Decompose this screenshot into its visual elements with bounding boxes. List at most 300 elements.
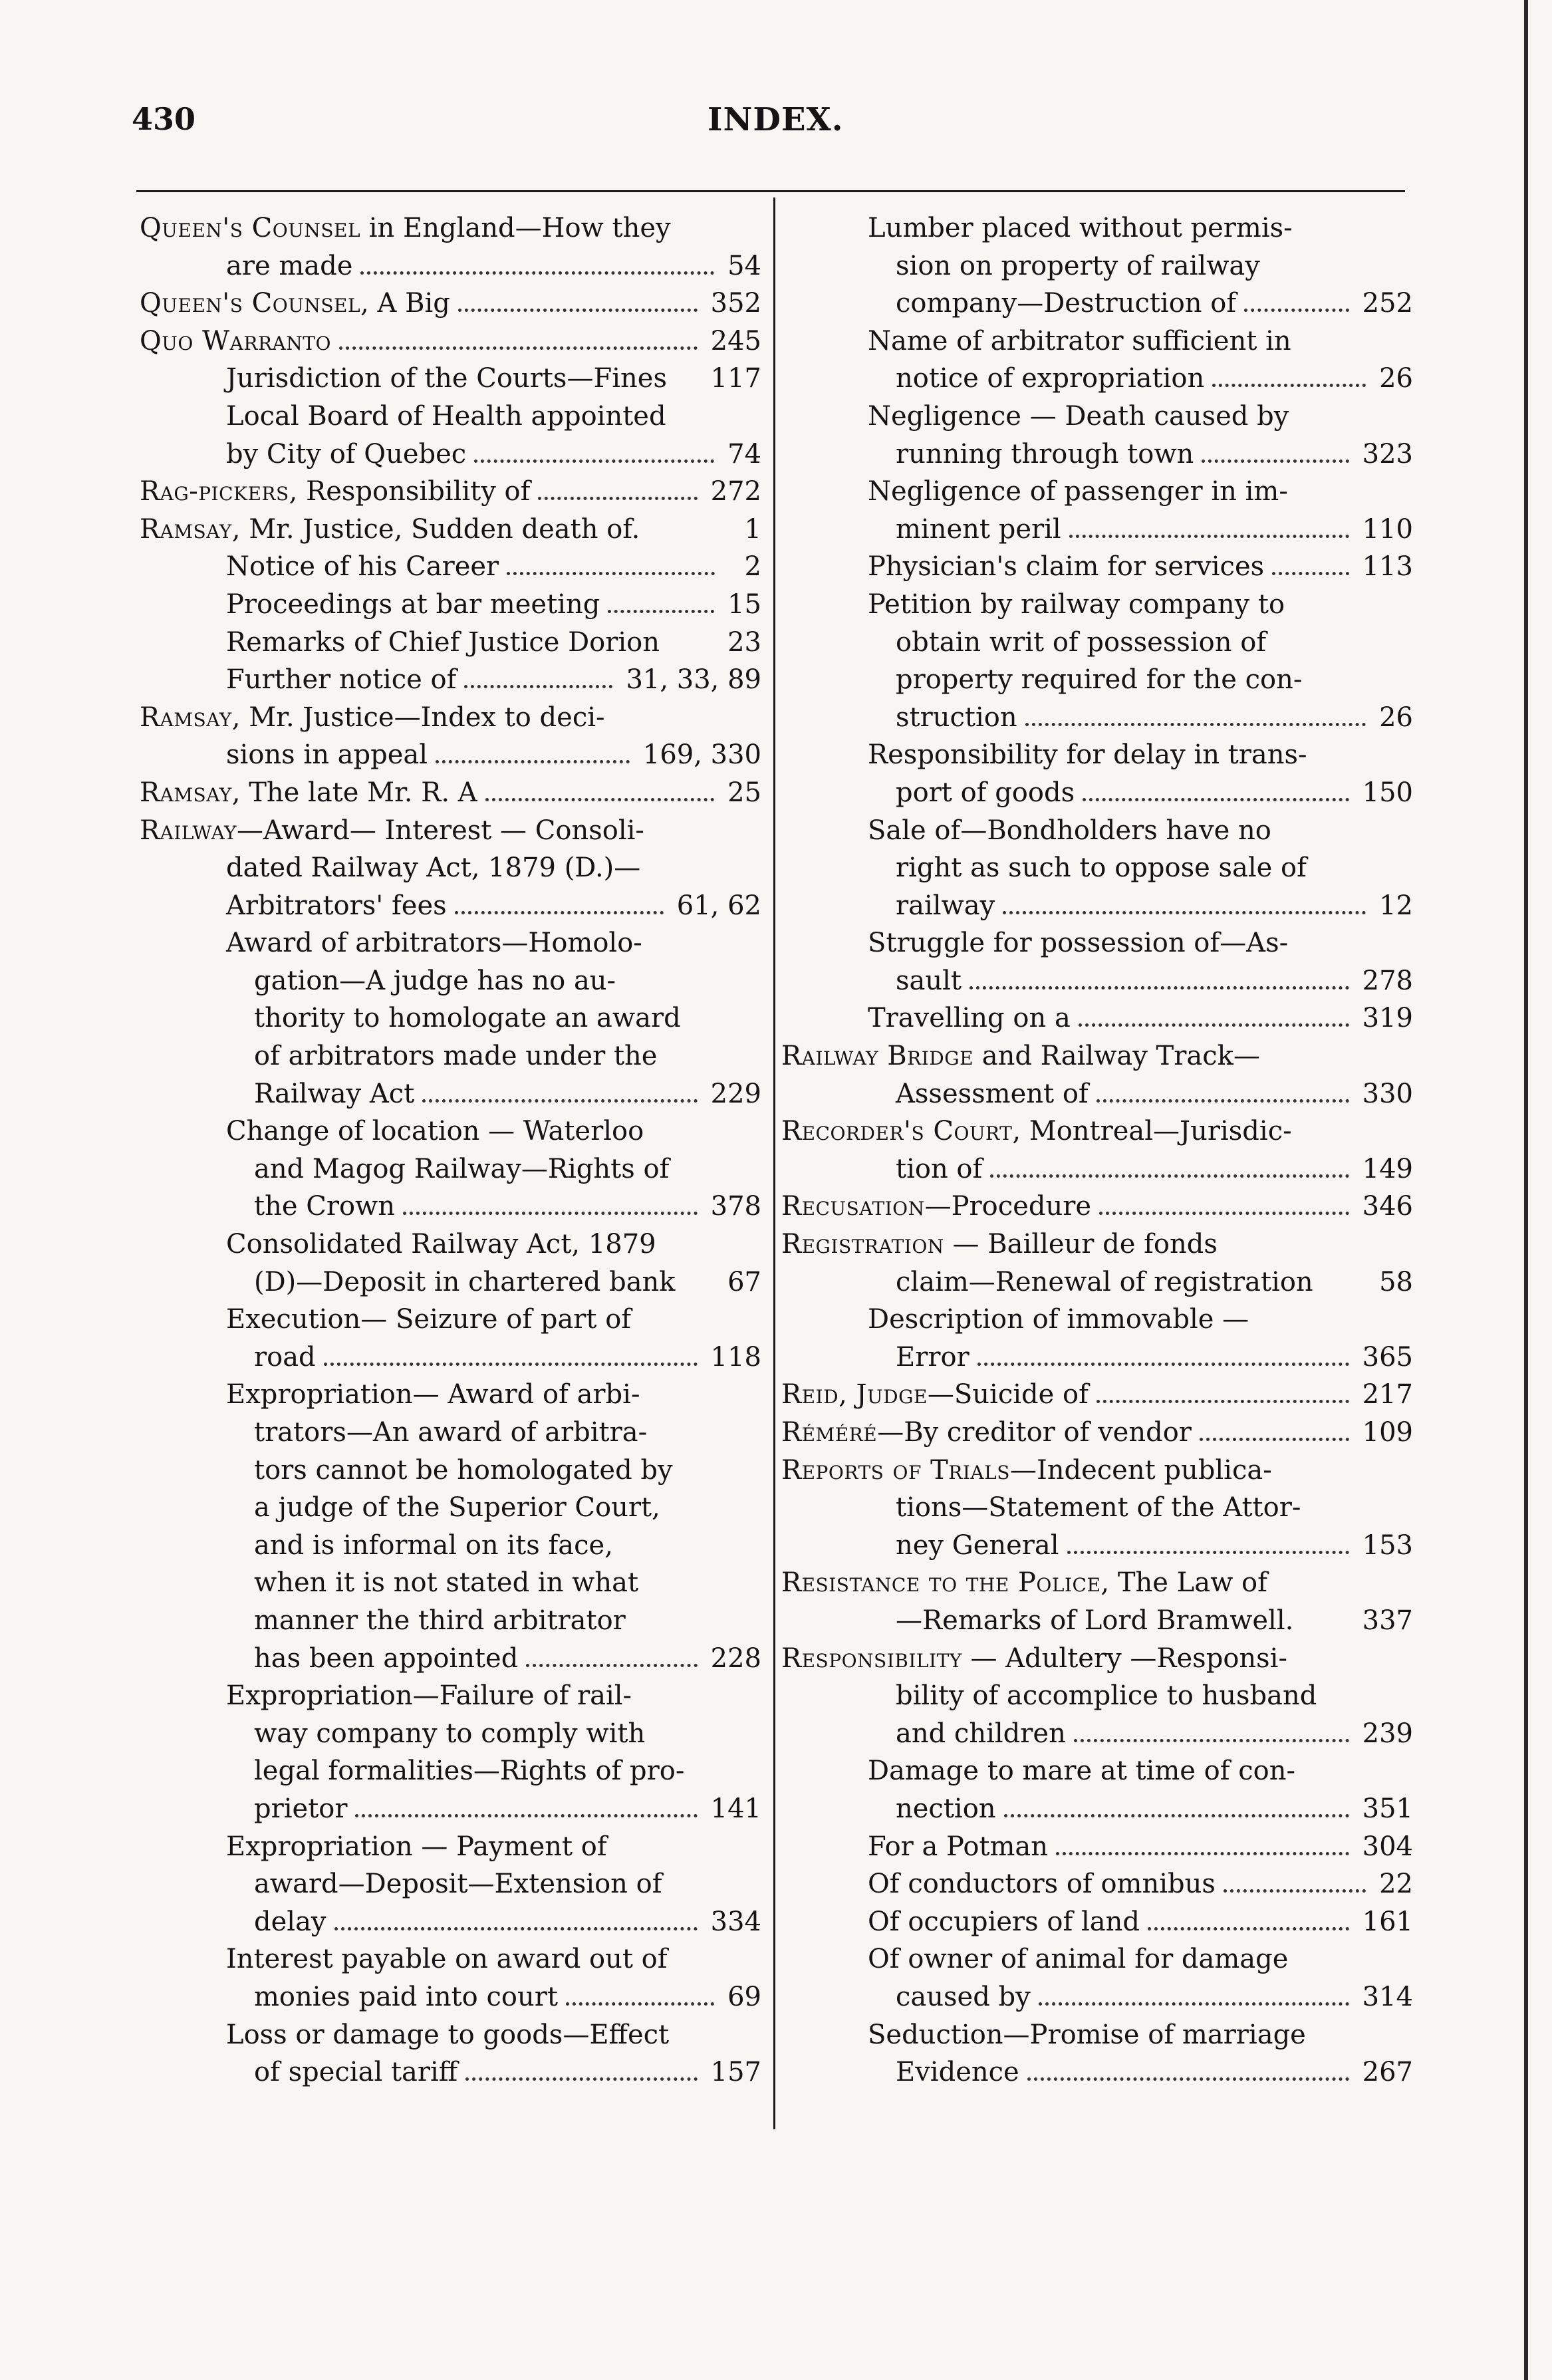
entry-heading: Reid, Judge <box>781 1379 928 1410</box>
page-reference: 334 <box>710 1906 761 1937</box>
entry-text: thority to homologate an award <box>254 1003 681 1034</box>
entry-text: , Mr. Justice, Sudden death of. <box>231 513 640 545</box>
entry-text: Jurisdiction of the Courts—Fines <box>226 363 667 394</box>
entry-text: — Adultery —Responsi- <box>962 1643 1287 1674</box>
dot-leader <box>1069 534 1349 538</box>
index-entry <box>140 1944 761 1982</box>
page-reference: 346 <box>1362 1191 1413 1222</box>
header-rule <box>136 190 1405 192</box>
page-reference: 113 <box>1362 551 1413 583</box>
dot-leader <box>1004 1813 1349 1817</box>
entry-text: tion of <box>896 1153 983 1184</box>
entry-text: bility of accomplice to husband <box>896 1680 1317 1712</box>
index-entry <box>140 853 761 890</box>
index-entry <box>781 627 1413 665</box>
index-entry <box>781 1041 1413 1079</box>
index-column-left <box>140 213 761 2095</box>
entry-text: prietor <box>254 1793 348 1824</box>
entry-text: by City of Quebec <box>226 438 467 469</box>
index-entry <box>781 551 1413 589</box>
page-reference: 153 <box>1362 1529 1413 1561</box>
index-entry <box>140 1643 761 1681</box>
page-reference: 61, 62 <box>676 890 761 921</box>
dot-leader <box>1272 571 1349 575</box>
index-entry <box>140 1492 761 1530</box>
page-reference: 337 <box>1362 1605 1413 1636</box>
entry-text: —Indecent publica- <box>1009 1454 1272 1486</box>
dot-leader <box>1074 1738 1349 1742</box>
entry-text: Negligence — Death caused by <box>868 400 1289 432</box>
page-reference: 26 <box>1379 702 1413 733</box>
entry-text: company—Destruction of <box>896 288 1237 319</box>
entry-text: Expropriation — Payment of <box>226 1831 607 1862</box>
entry-text: , Responsibility of <box>289 476 531 507</box>
page-reference: 15 <box>727 589 761 620</box>
dot-leader <box>608 609 714 613</box>
entry-text: , The Law of <box>1100 1567 1267 1599</box>
page-reference: 267 <box>1362 2057 1413 2088</box>
dot-leader <box>507 571 715 575</box>
entry-text: Of occupiers of land <box>868 1906 1140 1937</box>
dot-leader <box>324 1362 698 1366</box>
dot-leader <box>464 684 612 688</box>
entry-heading: Railway <box>140 815 237 846</box>
entry-text: trators—An award of arbitra- <box>254 1417 648 1448</box>
index-entry <box>781 213 1413 251</box>
entry-text: tions—Statement of the Attor- <box>896 1492 1301 1523</box>
index-entry <box>781 1831 1413 1869</box>
page-reference: 149 <box>1362 1153 1413 1184</box>
index-entry <box>140 1907 761 1944</box>
index-entry <box>781 2057 1413 2095</box>
entry-text: Damage to mare at time of con- <box>868 1756 1296 1787</box>
page-reference: 150 <box>1362 777 1413 808</box>
page-reference: 323 <box>1362 438 1413 469</box>
index-entry <box>140 890 761 928</box>
entry-text: gation—A judge has no au- <box>254 965 616 996</box>
index-entry <box>140 815 761 853</box>
dot-leader <box>334 1926 698 1930</box>
entry-text: Assessment of <box>896 1078 1089 1109</box>
dot-leader <box>1083 797 1349 801</box>
entry-text: — Bailleur de fonds <box>944 1229 1218 1260</box>
entry-heading: Quo Warranto <box>140 325 331 356</box>
index-entry <box>781 1567 1413 1605</box>
page-reference: 239 <box>1362 1718 1413 1749</box>
index-entry <box>140 514 761 552</box>
entry-text: Seduction—Promise of marriage <box>868 2019 1306 2050</box>
index-entry <box>781 1680 1413 1718</box>
entry-text: manner the third arbitrator <box>254 1605 626 1636</box>
entry-text: Remarks of Chief Justice Dorion <box>226 626 660 658</box>
column-divider <box>773 198 775 2129</box>
entry-text: Notice of his Career <box>226 551 499 583</box>
page-reference: 25 <box>727 777 761 808</box>
index-entry <box>781 928 1413 966</box>
page-reference: 245 <box>710 325 761 356</box>
entry-heading: Queen's Counsel <box>140 288 361 319</box>
dot-leader <box>1224 1889 1366 1893</box>
index-entry <box>781 514 1413 552</box>
index-entry <box>140 1982 761 2020</box>
index-entry <box>781 401 1413 439</box>
page-reference: 304 <box>1362 1831 1413 1862</box>
index-entry <box>140 1379 761 1417</box>
dot-leader <box>1067 1550 1349 1554</box>
dot-leader <box>455 910 664 914</box>
dot-leader <box>360 271 714 275</box>
dot-leader <box>990 1174 1349 1178</box>
dot-leader <box>436 759 630 763</box>
entry-text: are made <box>226 250 353 281</box>
page-reference: 314 <box>1362 1981 1413 2012</box>
entry-text: right as such to oppose sale of <box>896 853 1307 884</box>
entry-text: delay <box>254 1906 326 1937</box>
page-reference: 22 <box>1379 1869 1413 1900</box>
entry-heading: Responsibility <box>781 1643 962 1674</box>
entry-text: of special tariff <box>254 2057 458 2088</box>
index-entry <box>781 1191 1413 1229</box>
index-entry <box>781 1793 1413 1831</box>
entry-text: Description of immovable — <box>868 1304 1249 1335</box>
index-entry <box>781 1492 1413 1530</box>
entry-text: running through town <box>896 438 1194 469</box>
entry-text: Award of arbitrators—Homolo- <box>226 928 642 959</box>
index-entry <box>781 589 1413 627</box>
entry-text: legal formalities—Rights of pro- <box>254 1756 685 1787</box>
entry-text: Travelling on a <box>868 1003 1071 1034</box>
dot-leader <box>422 1099 697 1103</box>
page-reference: 169, 330 <box>642 739 761 771</box>
page-reference: 12 <box>1379 890 1413 921</box>
entry-text: Local Board of Health appointed <box>226 400 666 432</box>
page-reference: 141 <box>710 1793 761 1824</box>
index-entry <box>781 1643 1413 1681</box>
entry-text: Railway Act <box>254 1078 415 1109</box>
page-reference: 118 <box>710 1341 761 1373</box>
entry-text: in England—How they <box>360 213 671 243</box>
index-entry <box>781 966 1413 1003</box>
index-entry <box>140 439 761 477</box>
index-entry <box>140 1304 761 1342</box>
page-reference: 23 <box>727 626 761 658</box>
index-entry <box>140 589 761 627</box>
entry-heading: Railway Bridge <box>781 1041 974 1072</box>
dot-leader <box>1003 910 1366 914</box>
entry-text: Responsibility for delay in trans- <box>868 739 1307 771</box>
entry-text: —Procedure <box>924 1191 1091 1222</box>
dot-leader <box>485 797 714 801</box>
index-entry <box>140 1605 761 1643</box>
entry-text: tors cannot be homologated by <box>254 1454 673 1486</box>
entry-text: Further notice of <box>226 664 457 696</box>
entry-heading: Resistance to the Police <box>781 1567 1101 1599</box>
entry-text: nection <box>896 1793 996 1824</box>
entry-text: minent peril <box>896 513 1061 545</box>
dot-leader <box>465 2077 697 2081</box>
index-entry <box>140 1417 761 1455</box>
index-column-right <box>781 213 1413 2095</box>
entry-text: Of owner of animal for damage <box>868 1944 1289 1975</box>
entry-text: Error <box>896 1341 970 1373</box>
dot-leader <box>1097 1099 1349 1103</box>
index-entry <box>781 1907 1413 1944</box>
entry-text: and is informal on its face, <box>254 1529 613 1561</box>
page-reference: 330 <box>1362 1078 1413 1109</box>
entry-heading: Réméré <box>781 1417 878 1448</box>
entry-text: Interest payable on award out of <box>226 1944 668 1975</box>
dot-leader <box>355 1813 697 1817</box>
entry-text: railway <box>896 890 995 921</box>
entry-text: of arbitrators made under the <box>254 1041 658 1072</box>
index-entry <box>140 326 761 364</box>
index-entry <box>140 966 761 1003</box>
entry-text: Loss or damage to goods—Effect <box>226 2019 670 2050</box>
dot-leader <box>1202 459 1349 463</box>
index-entry <box>140 551 761 589</box>
entry-text: Expropriation— Award of arbi- <box>226 1379 640 1410</box>
index-entry <box>781 288 1413 326</box>
index-entry <box>140 1229 761 1267</box>
index-entry <box>781 890 1413 928</box>
entry-text: —Award— Interest — Consoli- <box>237 815 644 846</box>
index-entry <box>781 702 1413 740</box>
entry-heading: Reports of Trials <box>781 1454 1010 1486</box>
index-entry <box>140 401 761 439</box>
index-entry <box>140 1342 761 1380</box>
index-entry <box>781 1417 1413 1455</box>
dot-leader <box>1025 722 1366 726</box>
entry-text: Name of arbitrator sufficient in <box>868 325 1291 356</box>
entry-text: and children <box>896 1718 1066 1749</box>
entry-text: road <box>254 1341 316 1373</box>
dot-leader <box>526 1663 697 1667</box>
entry-text: , A Big <box>360 288 450 319</box>
entry-heading: Queen's Counsel <box>140 213 361 243</box>
page-reference: 351 <box>1362 1793 1413 1824</box>
index-entry <box>781 1379 1413 1417</box>
index-entry <box>140 1718 761 1756</box>
entry-text: sion on property of railway <box>896 250 1260 281</box>
dot-leader <box>538 496 697 500</box>
index-entry <box>140 2057 761 2095</box>
index-entry <box>140 363 761 401</box>
index-entry <box>140 1003 761 1041</box>
page-reference: 352 <box>710 288 761 319</box>
entry-text: sault <box>896 965 962 996</box>
index-entry <box>781 2020 1413 2057</box>
entry-text: sions in appeal <box>226 739 428 771</box>
entry-text: notice of expropriation <box>896 363 1205 394</box>
index-entry <box>140 1680 761 1718</box>
page-reference: 26 <box>1379 363 1413 394</box>
index-entry <box>781 1154 1413 1192</box>
index-entry <box>781 1003 1413 1041</box>
index-entry <box>140 777 761 815</box>
index-entry <box>781 1982 1413 2020</box>
entry-text: struction <box>896 702 1017 733</box>
entry-heading: Rag-pickers <box>140 476 289 507</box>
page-reference: 74 <box>727 438 761 469</box>
entry-text: , The late Mr. R. A <box>231 777 477 808</box>
page-reference: 365 <box>1362 1341 1413 1373</box>
index-entry <box>140 1530 761 1568</box>
entry-text: property required for the con- <box>896 664 1303 696</box>
dot-leader <box>566 2002 714 2006</box>
page-reference: 1 <box>744 513 761 545</box>
dot-leader <box>970 986 1349 990</box>
index-entry <box>140 1756 761 1793</box>
entry-text: Lumber placed without permis- <box>868 213 1293 243</box>
dot-leader <box>1079 1023 1349 1027</box>
entry-heading: Recusation <box>781 1191 925 1222</box>
page-reference: 117 <box>710 363 761 394</box>
entry-heading: Ramsay <box>140 513 232 545</box>
index-entry <box>781 853 1413 890</box>
entry-text: has been appointed <box>254 1643 519 1674</box>
dot-leader <box>1148 1926 1349 1930</box>
page-reference: 252 <box>1362 288 1413 319</box>
entry-text: —By creditor of vendor <box>877 1417 1192 1448</box>
page-reference: 109 <box>1362 1417 1413 1448</box>
entry-text: award—Deposit—Extension of <box>254 1869 662 1900</box>
index-entry <box>140 1267 761 1305</box>
entry-text: , Mr. Justice—Index to deci- <box>231 702 605 733</box>
page-reference: 161 <box>1362 1906 1413 1937</box>
entry-heading: Registration <box>781 1229 944 1260</box>
entry-text: , Montreal—Jurisdic- <box>1012 1116 1292 1147</box>
index-entry <box>781 815 1413 853</box>
entry-text: way company to comply with <box>254 1718 646 1749</box>
dot-leader <box>1039 2002 1349 2006</box>
index-entry <box>140 288 761 326</box>
entry-text: claim—Renewal of registration <box>896 1266 1313 1297</box>
index-entry <box>781 1530 1413 1568</box>
page-reference: 378 <box>710 1191 761 1222</box>
entry-text: Negligence of passenger in im- <box>868 476 1288 507</box>
index-entry <box>140 627 761 665</box>
entry-heading: Ramsay <box>140 777 232 808</box>
index-entry <box>781 1342 1413 1380</box>
entry-text: Physician's claim for services <box>868 551 1265 583</box>
index-entry <box>781 476 1413 514</box>
index-entry <box>140 1567 761 1605</box>
index-entry <box>140 1869 761 1907</box>
entry-text: a judge of the Superior Court, <box>254 1492 660 1523</box>
index-entry <box>781 1267 1413 1305</box>
dot-leader <box>1244 308 1349 312</box>
index-entry <box>140 476 761 514</box>
index-entry <box>140 1079 761 1117</box>
index-entry <box>781 1079 1413 1117</box>
index-entry <box>781 1229 1413 1267</box>
page-reference: 67 <box>727 1266 761 1297</box>
page-reference: 272 <box>710 476 761 507</box>
entry-text: Evidence <box>896 2057 1019 2088</box>
entry-text: when it is not stated in what <box>254 1567 639 1599</box>
index-entry <box>781 439 1413 477</box>
page-reference: 229 <box>710 1078 761 1109</box>
index-entry <box>781 1304 1413 1342</box>
dot-leader <box>1056 1851 1349 1855</box>
index-entry <box>781 251 1413 289</box>
dot-leader <box>458 308 698 312</box>
page-title: INDEX. <box>708 101 844 138</box>
index-entry <box>781 1605 1413 1643</box>
entry-text: Sale of—Bondholders have no <box>868 815 1271 846</box>
dot-leader <box>474 459 714 463</box>
page-reference: 69 <box>727 1981 761 2012</box>
dot-leader <box>403 1211 698 1215</box>
page-reference: 319 <box>1362 1003 1413 1034</box>
index-entry <box>781 1718 1413 1756</box>
index-entry <box>140 664 761 702</box>
index-entry <box>140 1116 761 1154</box>
dot-leader <box>1097 1399 1349 1403</box>
entry-text: Arbitrators' fees <box>226 890 447 921</box>
entry-text: Execution— Seizure of part of <box>226 1304 632 1335</box>
entry-text: —Suicide of <box>927 1379 1089 1410</box>
index-entry <box>781 1756 1413 1793</box>
page-reference: 110 <box>1362 513 1413 545</box>
entry-text: Consolidated Railway Act, 1879 <box>226 1229 656 1260</box>
index-entry <box>781 1455 1413 1493</box>
index-entry <box>140 1041 761 1079</box>
index-entry <box>781 1869 1413 1907</box>
index-entry <box>781 739 1413 777</box>
index-entry <box>140 1191 761 1229</box>
dot-leader <box>1099 1211 1349 1215</box>
index-entry <box>140 1455 761 1493</box>
index-entry <box>140 251 761 289</box>
dot-leader <box>1200 1437 1349 1441</box>
index-entry <box>781 1944 1413 1982</box>
index-entry <box>140 1831 761 1869</box>
entry-text: Of conductors of omnibus <box>868 1869 1216 1900</box>
page-reference: 278 <box>1362 965 1413 996</box>
index-entry <box>140 2020 761 2057</box>
entry-heading: Ramsay <box>140 702 232 733</box>
entry-text: —Remarks of Lord Bramwell. <box>896 1605 1294 1636</box>
page-number: 430 <box>132 101 196 137</box>
entry-text: obtain writ of possession of <box>896 626 1267 658</box>
dot-leader <box>977 1362 1349 1366</box>
entry-text: dated Railway Act, 1879 (D.)— <box>226 853 641 884</box>
page-reference: 228 <box>710 1643 761 1674</box>
index-entry <box>140 213 761 251</box>
index-entry <box>781 1116 1413 1154</box>
index-entry <box>140 702 761 740</box>
entry-text: monies paid into court <box>254 1981 558 2012</box>
page-reference: 58 <box>1379 1266 1413 1297</box>
page-reference: 2 <box>744 551 761 583</box>
page-edge-line <box>1524 0 1528 2380</box>
entry-text: caused by <box>896 1981 1031 2012</box>
entry-text: and Magog Railway—Rights of <box>254 1153 670 1184</box>
entry-text: Expropriation—Failure of rail- <box>226 1680 632 1712</box>
index-entry <box>781 326 1413 364</box>
entry-text: Struggle for possession of—As- <box>868 928 1289 959</box>
page-reference: 217 <box>1362 1379 1413 1410</box>
page-reference: 54 <box>727 250 761 281</box>
index-entry <box>140 739 761 777</box>
entry-text: port of goods <box>896 777 1075 808</box>
entry-text: Proceedings at bar meeting <box>226 589 600 620</box>
page-reference: 31, 33, 89 <box>626 664 761 696</box>
page-reference: 157 <box>710 2057 761 2088</box>
index-entry <box>140 1154 761 1192</box>
dot-leader <box>1212 383 1366 387</box>
